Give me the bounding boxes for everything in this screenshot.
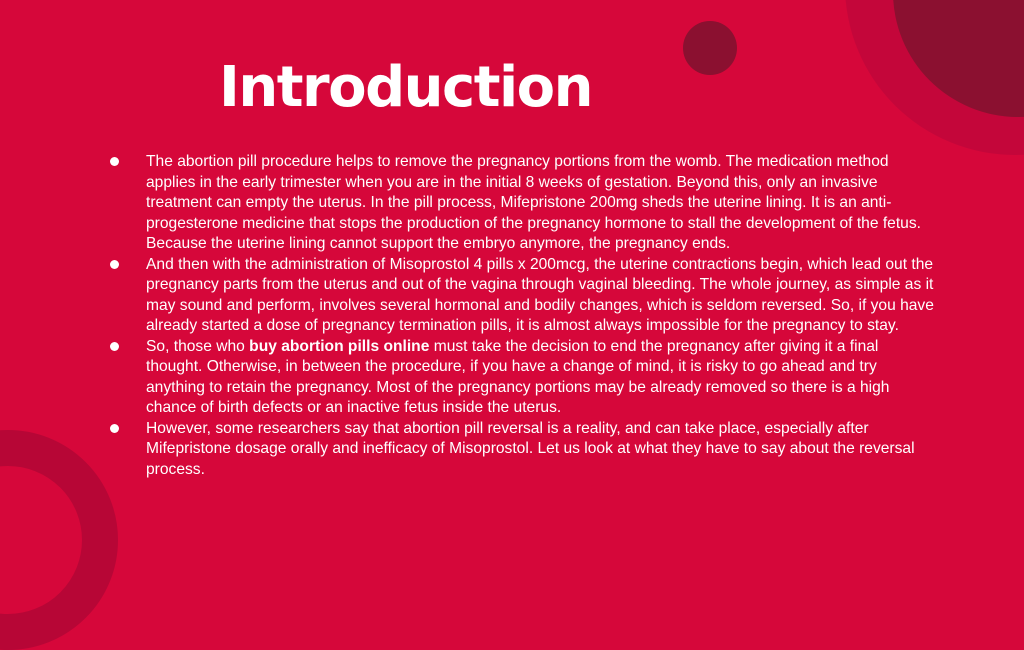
bullet-dot-icon [110,424,119,433]
decorative-ring-bottom-left [0,430,118,650]
bullet-text-before: So, those who [146,337,250,355]
bullet-item-1 [110,152,935,255]
bullet-text: The abortion pill procedure helps to remove the pregnancy portions from the womb. The medication method applies in the early trimester when you are in the initial 8 weeks of gestation. Beyond this, only an invasive treatment can empty the uterus. In the pill process, Mifepristone 200mg sheds the uterine lining. It is an anti-progesterone medicine that stops the production of the pregnancy hormone to stall the development of the fetus. Because the uterine lining cannot support the embryo anymore, the pregnancy ends. [146,153,921,252]
slide-title: Introduction [219,55,593,120]
bullet-item-3 [110,337,935,419]
bullet-dot-icon [110,157,119,166]
bullet-text: However, some researchers say that abortion pill reversal is a reality, and can take place, especially after Mifepristone dosage orally and inefficacy of Misoprostol. Let us look at what they have to say about the reversal process. [146,419,915,478]
bullet-text-after: must take the decision to end the pregnancy after giving it a final thought. Otherwise, in between the procedure, if you have a change of mind, it is risky to go ahead and try anything to retain the pregnancy. Most of the pregnancy portions may be already removed so there is a high chance of birth defects or an inactive fetus inside the uterus. [146,337,890,416]
bullet-item-2 [110,255,935,337]
bullet-dot-icon [110,260,119,269]
buy-abortion-pills-online-link[interactable]: buy abortion pills online [249,337,430,355]
decorative-dot [683,21,737,75]
bullet-dot-icon [110,342,119,351]
bullet-item-4 [110,419,935,481]
bullet-list [110,152,935,480]
bullet-text: And then with the administration of Misoprostol 4 pills x 200mcg, the uterine contractions begin, which lead out the pregnancy parts from the uterus and out of the vagina through vaginal bleeding. The whole journey, as simple as it may sound and perform, involves several hormonal and bodily changes, which is seldom reversed. So, if you have already started a dose of pregnancy termination pills, it is almost always impossible for the pregnancy to stay. [146,255,934,334]
